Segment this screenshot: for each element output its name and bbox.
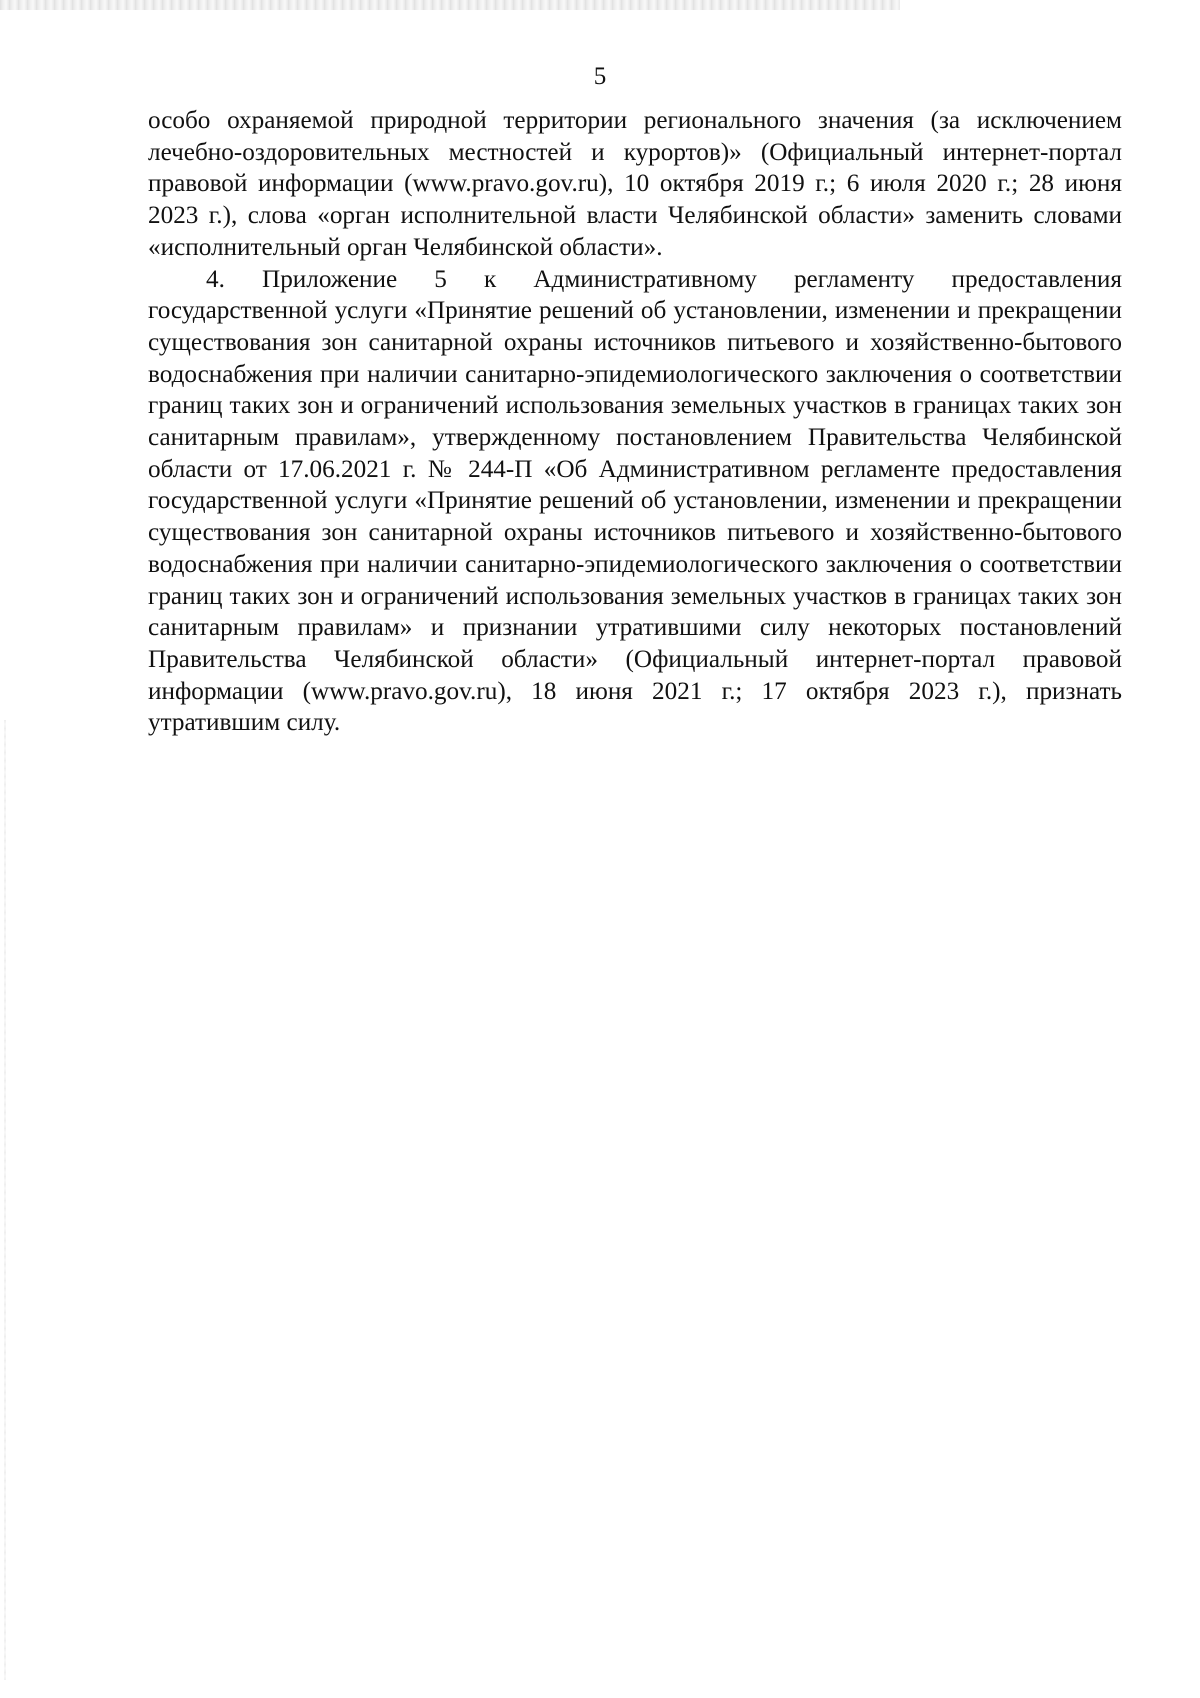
- document-body: [148, 105, 1122, 739]
- page-number: 5: [593, 63, 607, 90]
- scan-edge-artifact: [0, 0, 900, 10]
- scan-edge-artifact: [4, 720, 6, 1680]
- paragraph-continuation: особо охраняемой природной территории регионального значения (за исключением лечебно-оздоровительных местностей и курортов)» (Официальный интернет-портал правовой информации (www.pravo.gov.ru), 10 октября 2019 г.; 6 июля 2020 г.; 28 июня 2023 г.), слова «орган исполнительной власти Челябинской области» заменить словами «исполнительный орган Челябинской области».: [148, 107, 1122, 261]
- paragraph-item-4: 4. Приложение 5 к Административному регламенту предоставления государственной услуги «Принятие решений об установлении, изменении и прекращении существования зон санитарной охраны источников питьевого и хозяйственно-бытового водоснабжения при наличии санитарно-эпидемиологического заключения о соответствии границ таких зон и ограничений использования земельных участков в границах таких зон санитарным правилам», утвержденному постановлением Правительства Челябинской области от 17.06.2021 г. № 244-П «Об Административном регламенте предоставления государственной услуги «Принятие решений об установлении, изменении и прекращении существования зон санитарной охраны источников питьевого и хозяйственно-бытового водоснабжения при наличии санитарно-эпидемиологического заключения о соответствии границ таких зон и ограничений использования земельных участков в границах таких зон санитарным правилам» и признании утратившими силу некоторых постановлений Правительства Челябинской области» (Официальный интернет-портал правовой информации (www.pravo.gov.ru), 18 июня 2021 г.; 17 октября 2023 г.), признать утратившим силу.: [148, 265, 1122, 737]
